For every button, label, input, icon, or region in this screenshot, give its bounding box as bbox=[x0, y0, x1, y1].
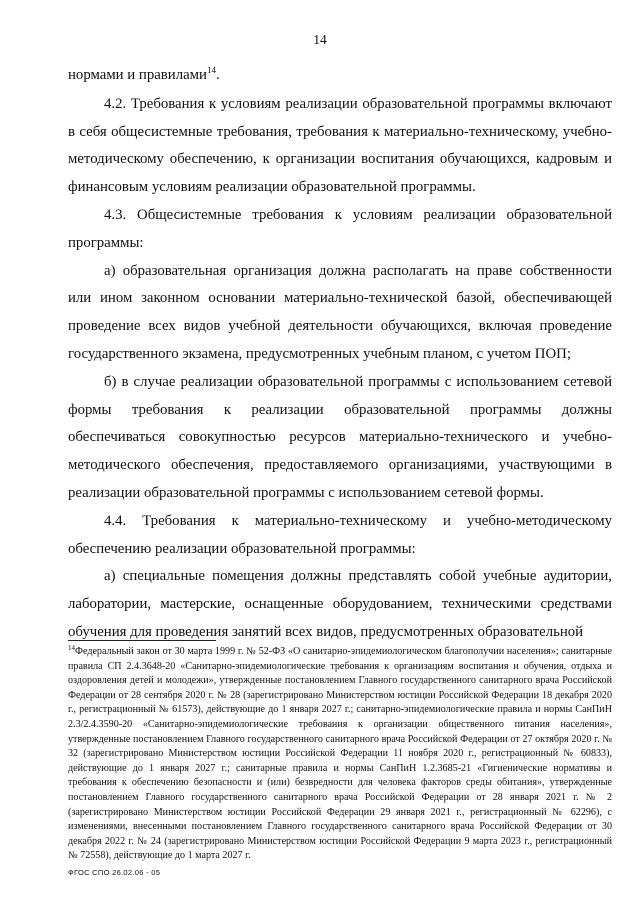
carry-over-text: нормами и правилами bbox=[68, 67, 207, 83]
footnote-mark: 14 bbox=[68, 644, 75, 652]
paragraph-4-3: 4.3. Общесистемные требования к условиям реализации образовательной программы: bbox=[68, 206, 612, 251]
paragraph-4-4: 4.4. Требования к материально-техническому и учебно-методическому обеспечению реализации образовательной программы: bbox=[68, 512, 612, 557]
footnote-divider bbox=[68, 640, 216, 641]
footnote bbox=[68, 645, 612, 864]
paragraph-4-3-a: а) образовательная организация должна располагать на праве собственности или ином законном основании материально-технической базой, обеспечивающей проведение всех видов учебной деятельности обучающихся, включая проведение государственного экзамена, предусмотренных учебным планом, с учетом ПОП; bbox=[68, 262, 612, 362]
document-code: ФГОС СПО 26.02.06 - 05 bbox=[68, 868, 161, 877]
body-text bbox=[68, 62, 612, 647]
paragraph-carry-over bbox=[68, 62, 612, 91]
paragraph-4-2: 4.2. Требования к условиям реализации образовательной программы включают в себя общесистемные требования, требования к материально-техническому, учебно-методическому обеспечению, к организации воспитания обучающихся, кадровым и финансовым условиям реализации образовательной программы. bbox=[68, 95, 612, 196]
footnote-text: Федеральный закон от 30 марта 1999 г. № 52-ФЗ «О санитарно-эпидемиологическом благополучии населения»; санитарные правила СП 2.4.3648-20 «Санитарно-эпидемиологические требования к организациям воспитания и обучения, отдыха и оздоровления детей и молодежи», утвержденные постановлением Главного государственного санитарного врача Российской Федерации от 28 сентября 2020 г. № 28 (зарегистрировано Министерством юстиции Российской Федерации 18 декабря 2020 г., регистрационный № 61573), действующие до 1 января 2027 г.; санитарно-эпидемиологические правила и нормы СанПиН 2.3/2.4.3590-20 «Санитарно-эпидемиологические требования к организации общественного питания населения», утвержденные постановлением Главного государственного санитарного врача Российской Федерации от 27 октября 2020 г. № 32 (зарегистрировано Министерством юстиции Российской Федерации 11 ноября 2020 г., регистрационный № 60833), действующие до 1 января 2027 г.; санитарные правила и нормы СанПиН 1.2.3685-21 «Гигиенические нормативы и требования к обеспечению безопасности и (или) безвредности для человека факторов среды обитания», утвержденные постановлением Главного государственного санитарного врача Российской Федерации от 28 января 2021 г. № 2 (зарегистрировано Министерством юстиции Российской Федерации 29 января 2021 г., регистрационный № 62296), с изменениями, внесенными постановлением Главного государственного санитарного врача Российской Федерации от 30 декабря 2022 г. № 24 (зарегистрировано Министерством юстиции Российской Федерации 9 марта 2023 г., регистрационный № 72558), действующие до 1 марта 2027 г. bbox=[68, 646, 612, 862]
paragraph-4-3-b: б) в случае реализации образовательной программы с использованием сетевой формы требования к реализации образовательной программы должны обеспечиваться совокупностью ресурсов материально-технического и учебно-методического обеспечения, предоставляемого организациями, участвующими в реализации образовательной программы с использованием сетевой формы. bbox=[68, 373, 612, 501]
page-number: 14 bbox=[313, 32, 327, 47]
footnote-reference: 14 bbox=[206, 65, 216, 75]
carry-over-end: . bbox=[215, 67, 220, 83]
paragraph-4-4-a: а) специальные помещения должны представлять собой учебные аудитории, лаборатории, мастерские, оснащенные оборудованием, техническими средствами обучения для проведения занятий всех видов, предусмотренных образовательной bbox=[68, 568, 612, 640]
